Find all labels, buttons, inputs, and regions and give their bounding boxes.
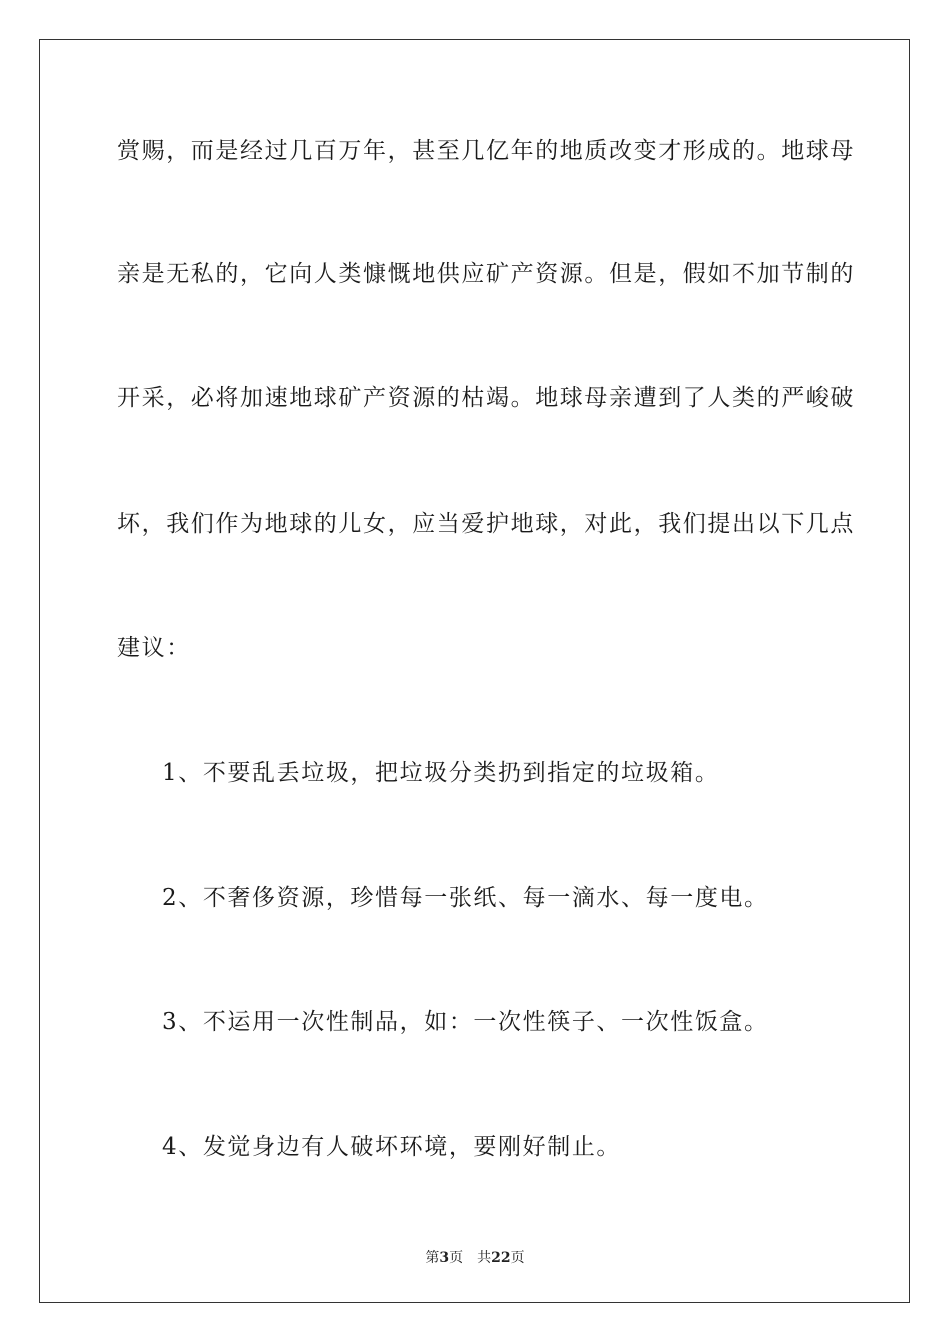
- paragraph-line: 坏，我们作为地球的儿女，应当爱护地球，对此，我们提出以下几点: [117, 511, 855, 537]
- paragraph-line: 亲是无私的，它向人类慷慨地供应矿产资源。但是，假如不加节制的: [117, 261, 855, 287]
- total-prefix: 共: [477, 1250, 492, 1266]
- suggestion-item: 2、不奢侈资源，珍惜每一张纸、每一滴水、每一度电。: [162, 885, 769, 911]
- suggestion-item: 4、发觉身边有人破坏环境，要刚好制止。: [162, 1134, 622, 1160]
- page-total: 22: [491, 1250, 511, 1266]
- page-suffix: 页: [449, 1250, 464, 1266]
- total-suffix: 页: [510, 1250, 525, 1266]
- page-prefix: 第: [425, 1250, 440, 1266]
- paragraph-line: 开采，必将加速地球矿产资源的枯竭。地球母亲遭到了人类的严峻破: [117, 385, 855, 411]
- suggestion-item: 3、不运用一次性制品，如：一次性筷子、一次性饭盒。: [162, 1009, 769, 1035]
- paragraph-line: 建议：: [117, 635, 191, 661]
- suggestion-item: 1、不要乱丢垃圾，把垃圾分类扔到指定的垃圾箱。: [162, 760, 720, 786]
- page-current: 3: [439, 1250, 450, 1266]
- page-frame: [39, 39, 910, 1303]
- page-footer: [0, 1247, 950, 1267]
- paragraph-line: 赏赐，而是经过几百万年，甚至几亿年的地质改变才形成的。地球母: [117, 138, 855, 164]
